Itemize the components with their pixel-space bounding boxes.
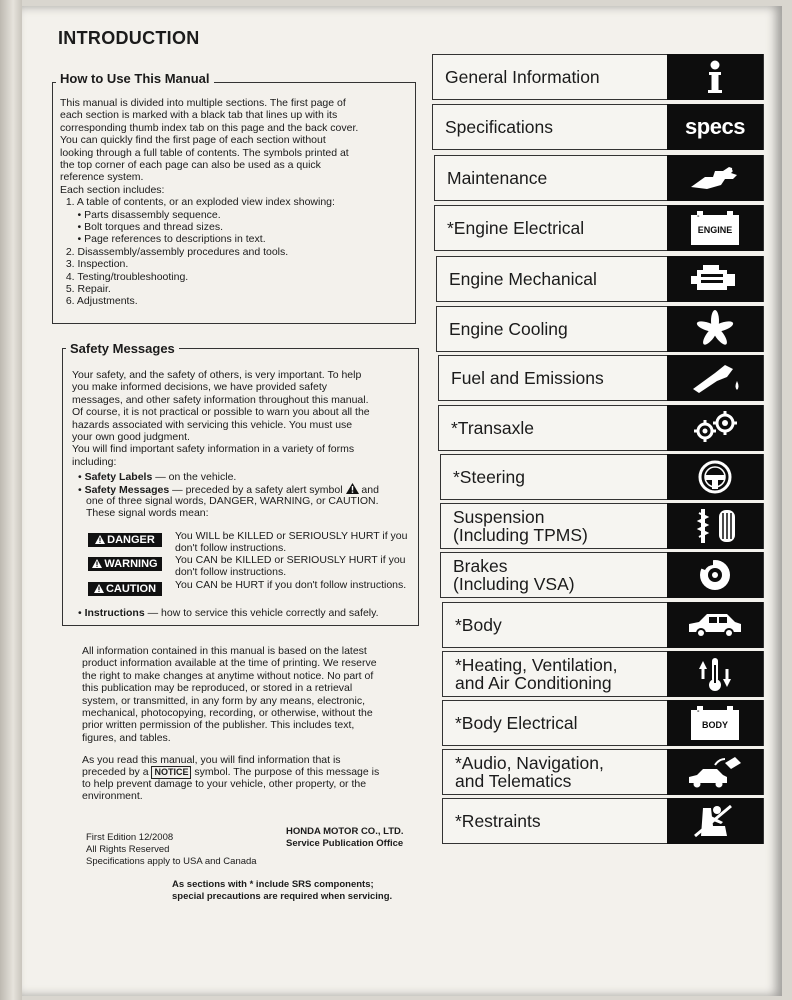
safety-line: messages, and other safety information throughout this manual.: [72, 393, 369, 406]
fan-icon: [667, 306, 763, 352]
tab-label: *Transaxle: [451, 418, 534, 438]
safety-line: You will find important safety information in a variety of forms: [72, 443, 355, 456]
company-name: HONDA MOTOR CO., LTD.: [286, 826, 404, 837]
safety-line: Your safety, and the safety of others, is very important. To help: [72, 369, 362, 381]
info-line: All information contained in this manual is based on the latest: [82, 645, 367, 657]
howto-line: looking through a full table of contents. The symbols printed at: [60, 146, 349, 159]
rights-text: All Rights Reserved: [86, 844, 170, 855]
svg-text:-: -: [697, 213, 700, 220]
tab-fuel-and-emissions[interactable]: [438, 355, 764, 401]
safety-alert-icon: [346, 483, 359, 494]
howto-line: You can quickly find the first page of each section without: [60, 134, 326, 147]
notice-line-1: As you read this manual, you will find information that is: [82, 754, 341, 766]
safety-line: Of course, it is not practical or possible to warn you about all the: [72, 406, 370, 419]
info-line: figures, and tables.: [82, 731, 171, 744]
tab-label: *Heating, Ventilation, and Air Conditioning: [455, 655, 618, 693]
tab-suspension-including-tpms[interactable]: [440, 503, 764, 549]
safety-line: including:: [72, 455, 117, 468]
tab-transaxle[interactable]: [438, 405, 764, 451]
tab-steering[interactable]: [440, 454, 764, 500]
spec-region-text: Specifications apply to USA and Canada: [86, 856, 257, 867]
howto-line: reference system.: [60, 171, 144, 184]
instructions-term: Instructions: [84, 607, 145, 619]
howto-line: 2. Disassembly/assembly procedures and tools.: [60, 245, 289, 258]
tab-restraints[interactable]: [442, 798, 764, 844]
notice-post: symbol. The purpose of this message is: [191, 766, 380, 778]
tab-maintenance[interactable]: [434, 155, 764, 201]
thermometer-icon: [667, 651, 763, 697]
info-line: the right to make changes at anytime without notice. No part of: [82, 669, 374, 682]
specs-icon: [667, 104, 763, 150]
safety-bullet-messages: • Safety Messages — preceded by a safety alert symbol and: [78, 484, 379, 496]
howto-line: 1. A table of contents, or an exploded view index showing:: [60, 196, 335, 209]
howto-line: 5. Repair.: [60, 283, 111, 295]
howto-line: • Page references to descriptions in text.: [60, 233, 266, 246]
howto-line: 6. Adjustments.: [60, 295, 138, 308]
tab-label: *Audio, Navigation, and Telematics: [455, 753, 604, 791]
info-line: system, or transmitted, in any form by any means, electronic,: [82, 694, 366, 707]
howto-line: 4. Testing/troubleshooting.: [60, 270, 189, 283]
signal-danger-meaning: You WILL be KILLED or SERIOUSLY HURT if you don't follow instructions.: [175, 530, 408, 554]
safety-signal-words: one of three signal words, DANGER, WARNING, or CAUTION.: [86, 495, 379, 507]
howto-line: corresponding thumb index tab on this page and the back cover.: [60, 121, 359, 134]
car-body-icon: [667, 602, 763, 648]
engine-battery-icon: [667, 205, 763, 251]
gears-icon: [667, 405, 763, 451]
tab-label: Maintenance: [447, 168, 548, 188]
tab-engine-mechanical[interactable]: [436, 256, 764, 302]
howto-line: the top corner of each page can also be used as a quick: [60, 159, 321, 171]
howto-line: Each section includes:: [60, 183, 165, 196]
shock-tire-icon: [667, 503, 763, 549]
info-line: prior written permission of the publisher. This includes text,: [82, 719, 355, 732]
srs-note-1: As sections with * include SRS components;: [172, 879, 374, 890]
info-line: mechanical, photocopying, recording, or otherwise, without the: [82, 707, 373, 719]
alert-triangle-icon: [95, 535, 105, 544]
signal-danger-badge: [88, 533, 162, 547]
tab-engine-electrical[interactable]: [434, 205, 764, 251]
safety-labels-term: Safety Labels: [84, 471, 153, 483]
tab-label: *Body: [455, 615, 502, 635]
signal-word: CAUTION: [105, 583, 157, 595]
satellite-car-icon: [667, 749, 763, 795]
howto-line: each section is marked with a black tab that lines up with its: [60, 109, 338, 122]
info-line: product information available at the time of printing. We reserve: [82, 657, 377, 670]
howto-line: • Parts disassembly sequence.: [60, 208, 221, 221]
svg-text:-: -: [697, 708, 700, 715]
office-name: Service Publication Office: [286, 838, 404, 849]
notice-pre: preceded by a: [82, 766, 152, 778]
tab-engine-cooling[interactable]: [436, 306, 764, 352]
srs-note-2: special precautions are required when servicing.: [172, 891, 393, 902]
tab-label: Brakes (Including VSA): [453, 556, 575, 594]
battery-icon-text: ENGINE: [697, 225, 733, 235]
info-line: this publication may be reproduced, or stored in a retrieval: [82, 682, 353, 695]
safety-title: Safety Messages: [66, 341, 179, 356]
page-binding-edge: [0, 0, 22, 1000]
specs-icon-text: specs: [685, 114, 745, 139]
signal-warning-meaning: You CAN be KILLED or SERIOUSLY HURT if you don't follow instructions.: [175, 554, 406, 578]
howto-line: This manual is divided into multiple sections. The first page of: [60, 97, 346, 109]
howto-line: 3. Inspection.: [60, 258, 129, 271]
tab-specifications[interactable]: [432, 104, 764, 150]
notice-symbol: NOTICE: [151, 766, 191, 779]
signal-word: DANGER: [107, 534, 155, 546]
safety-signal-intro: These signal words mean:: [86, 507, 209, 519]
battery-icon-text: BODY: [701, 720, 728, 730]
signal-warning-badge: [88, 557, 162, 571]
steering-wheel-icon: [667, 454, 763, 500]
safety-labels-text: — on the vehicle.: [152, 471, 237, 483]
safety-messages-end: and: [358, 484, 379, 496]
tab-general-information[interactable]: [432, 54, 764, 100]
fuel-nozzle-icon: [667, 355, 763, 401]
alert-triangle-icon: [92, 559, 102, 568]
alert-triangle-icon: [94, 584, 104, 593]
page-title: INTRODUCTION: [58, 28, 200, 48]
tab-label: *Restraints: [455, 811, 541, 831]
tab-body[interactable]: [442, 602, 764, 648]
body-battery-icon: [667, 700, 763, 746]
tab-label: *Steering: [453, 467, 525, 487]
wrench-hand-icon: [667, 155, 763, 201]
tab-label: Engine Cooling: [449, 319, 568, 339]
tab-label: General Information: [445, 67, 600, 87]
tab-label: Specifications: [445, 117, 553, 137]
safety-messages-text: — preceded by a safety alert symbol: [169, 484, 343, 496]
tab-label: *Body Electrical: [455, 713, 578, 733]
notice-line: to help prevent damage to your vehicle, other property, or the: [82, 778, 367, 790]
tab-label: *Engine Electrical: [447, 218, 585, 238]
safety-line: hazards associated with servicing this vehicle. You must use: [72, 418, 353, 431]
engine-block-icon: [667, 256, 763, 302]
tab-heating-ventilation-and-air-conditioning[interactable]: [442, 651, 764, 697]
signal-caution-badge: [88, 582, 162, 596]
restraint-seat-icon: [667, 798, 763, 844]
edition-text: First Edition 12/2008: [86, 832, 174, 843]
info-icon: [667, 54, 763, 100]
brake-disc-icon: [667, 552, 763, 598]
safety-line: you make informed decisions, we have provided safety: [72, 381, 328, 394]
tab-label: Suspension (Including TPMS): [453, 507, 588, 545]
tab-body-electrical[interactable]: [442, 700, 764, 746]
tab-label: Engine Mechanical: [449, 269, 597, 289]
howto-title: How to Use This Manual: [56, 71, 214, 86]
safety-messages-term: Safety Messages: [84, 484, 170, 496]
tab-audio-navigation-and-telematics[interactable]: [442, 749, 764, 795]
safety-bullet-instructions: • Instructions — how to service this vehicle correctly and safely.: [78, 607, 379, 619]
instructions-text: — how to service this vehicle correctly and safely.: [144, 607, 379, 619]
notice-line: environment.: [82, 790, 143, 803]
tab-brakes-including-vsa[interactable]: [440, 552, 764, 598]
howto-line: • Bolt torques and thread sizes.: [60, 221, 224, 233]
signal-word: WARNING: [104, 558, 158, 570]
safety-line: your own good judgment.: [72, 431, 190, 443]
safety-bullet-labels: • Safety Labels — on the vehicle.: [78, 471, 237, 483]
signal-caution-meaning: You CAN be HURT if you don't follow instructions.: [175, 579, 407, 591]
tab-label: Fuel and Emissions: [451, 368, 604, 388]
